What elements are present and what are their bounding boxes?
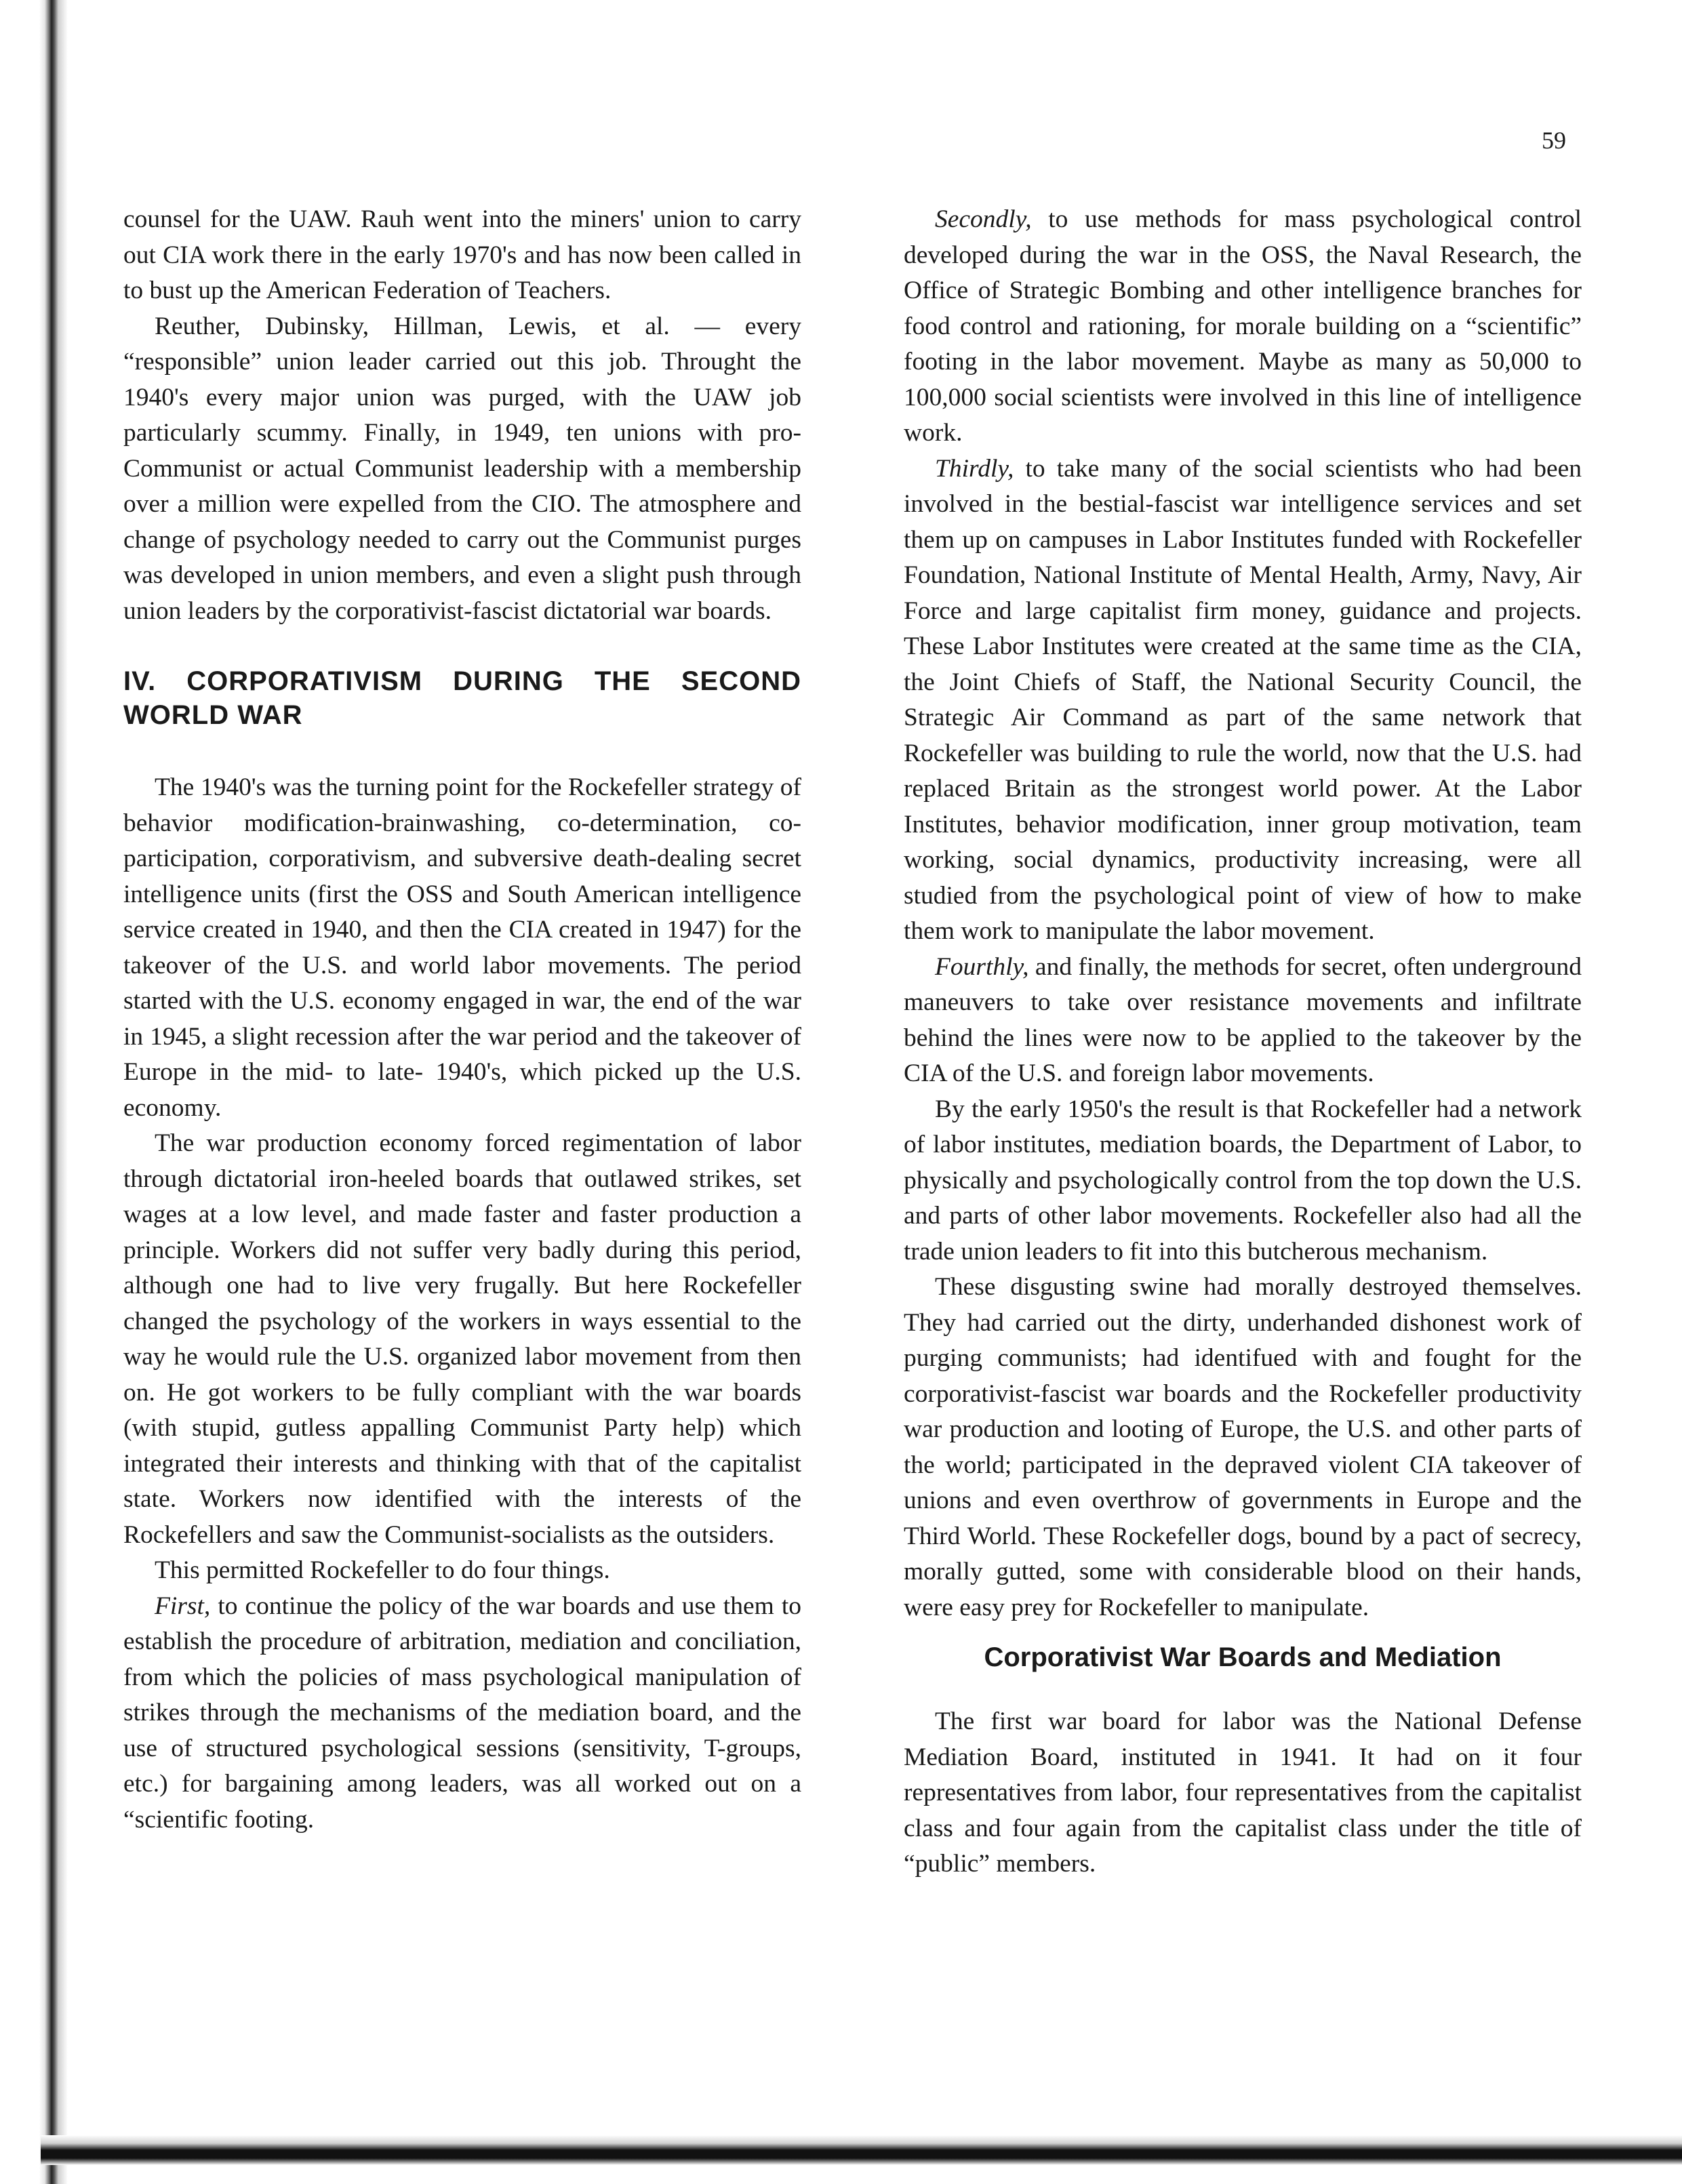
paragraph: These disgusting swine had morally destroyed themselves. They had carried out the dirty, underhanded dishonest work of purging communists; had identifued with and fought for the corporativist-fascist war boards and the Rockefeller productivity war production and looting of Europe, the U.S. and other parts of the world; participated in the depraved violent CIA takeover of unions and even overthrow of governments in Europe and the Third World. These Rockefeller dogs, bound by a pact of secrecy, morally gutted, some with considerable blood on their hands, were easy prey for Rockefeller to manipulate. <box>904 1273 1582 1621</box>
paragraph: The 1940's was the turning point for the Rockefeller strategy of behavior modification-brainwashing, co-determination, co-participation, corporativism, and subversive death-dealing secret intelligence units (first the OSS and South American intelligence service created in 1940, and then the CIA created in 1947) for the takeover of the U.S. and world labor movements. The period started with the U.S. economy engaged in war, the end of the war in 1945, a slight recession after the war period and the takeover of Europe in the mid- to late- 1940's, which picked up the U.S. economy. <box>123 773 801 1122</box>
page-number: 59 <box>1542 127 1566 154</box>
paragraph: counsel for the UAW. Rauh went into the miners' union to carry out CIA work there in the early 1970's and has now been called in to bust up the American Federation of Teachers. <box>123 205 801 304</box>
paragraph-lead: Secondly, <box>935 205 1032 233</box>
paragraph-body: to continue the policy of the war boards and use them to establish the procedure of arbitration, mediation and conciliation, from which the policies of mass psychological manipulation of strikes through the mechanisms of the mediation board, and the use of structured psychological sessions (sensitivity, T-groups, etc.) for bargaining among leaders, was all worked out on a “scientific footing. <box>123 1592 801 1834</box>
paragraph: The first war board for labor was the National Defense Mediation Board, instituted in 1941. It had on it four representatives from labor, four representatives from the capitalist class and four again from the capitalist class under the title of “public” members. <box>904 1707 1582 1878</box>
paragraph-body: to use methods for mass psychological control developed during the war in the OSS, the Naval Research, the Office of Strategic Bombing and other intelligence branches for food control and rationing, for morale building on a “scientific” footing in the labor movement. Maybe as many as 50,000 to 100,000 social scientists were involved in this line of intelligence work. <box>904 205 1582 447</box>
section-heading: IV. CORPORATIVISM DURING THE SECOND WORLD WAR <box>123 666 801 730</box>
paragraph: This permitted Rockefeller to do four things. <box>155 1556 610 1584</box>
paragraph-body: to take many of the social scientists who had been involved in the bestial-fascist war intelligence services and set them up on campuses in Labor Institutes funded with Rockefeller Foundation, National Institute of Mental Health, Army, Navy, Air Force and large capitalist firm money, guidance and projects. These Labor Institutes were created at the same time as the CIA, the Joint Chiefs of Staff, the National Security Council, the Strategic Air Command as part of the same network that Rockefeller was building to rule the world, now that the U.S. had replaced Britain as the strongest world power. At the Labor Institutes, behavior modification, inner group motivation, team working, social dynamics, productivity increasing, were all studied from the psychological point of view of how to make them work to manipulate the labor movement. <box>904 454 1582 945</box>
paragraph <box>904 950 1582 1092</box>
paragraph <box>904 202 1582 451</box>
paragraph <box>123 1589 801 1838</box>
paragraph: By the early 1950's the result is that Rockefeller had a network of labor institutes, mediation boards, the Department of Labor, to physically and psychologically control from the top down the U.S. and parts of other labor movements. Rockefeller also had all the trade union leaders to fit into this butcherous mechanism. <box>904 1095 1582 1266</box>
paragraph-lead: Fourthly, <box>935 952 1029 981</box>
paragraph: The war production economy forced regimentation of labor through dictatorial iron-heeled boards that outlawed strikes, set wages at a low level, and made faster and faster production a principle. Workers did not suffer very badly during this period, although one had to live very frugally. But here Rockefeller changed the psychology of the workers in ways essential to the way he would rule the U.S. organized labor movement from then on. He got workers to be fully compliant with the war boards (with stupid, gutless appalling Communist Party help) which integrated their interests and thinking with that of the capitalist state. Workers now identified with the interests of the Rockefellers and saw the Communist-socialists as the outsiders. <box>123 1129 801 1549</box>
paragraph-body: and finally, the methods for secret, often underground maneuvers to take over resistance movements and infiltrate behind the lines were now to be applied to the takeover by the CIA of the U.S. and foreign labor movements. <box>904 952 1582 1087</box>
paragraph-lead: First, <box>155 1592 211 1620</box>
page-binding-shadow <box>0 0 68 2184</box>
paragraph-lead: Thirdly, <box>935 454 1014 483</box>
paragraph: Reuther, Dubinsky, Hillman, Lewis, et al. — every “responsible” union leader carried out this job. Throught the 1940's every major union was purged, with the UAW job particularly scummy. Finally, in 1949, ten unions with pro-Communist or actual Communist leadership with a membership over a million were expelled from the CIO. The atmosphere and change of psychology needed to carry out the Communist purges was developed in union members, and even a slight push through union leaders by the corporativist-fascist dictatorial war boards. <box>123 312 801 625</box>
right-column <box>904 202 1582 1882</box>
left-column <box>123 202 801 1838</box>
paragraph <box>904 451 1582 950</box>
subsection-heading: Corporativist War Boards and Mediation <box>984 1642 1502 1672</box>
page-bottom-edge <box>41 2135 1682 2165</box>
